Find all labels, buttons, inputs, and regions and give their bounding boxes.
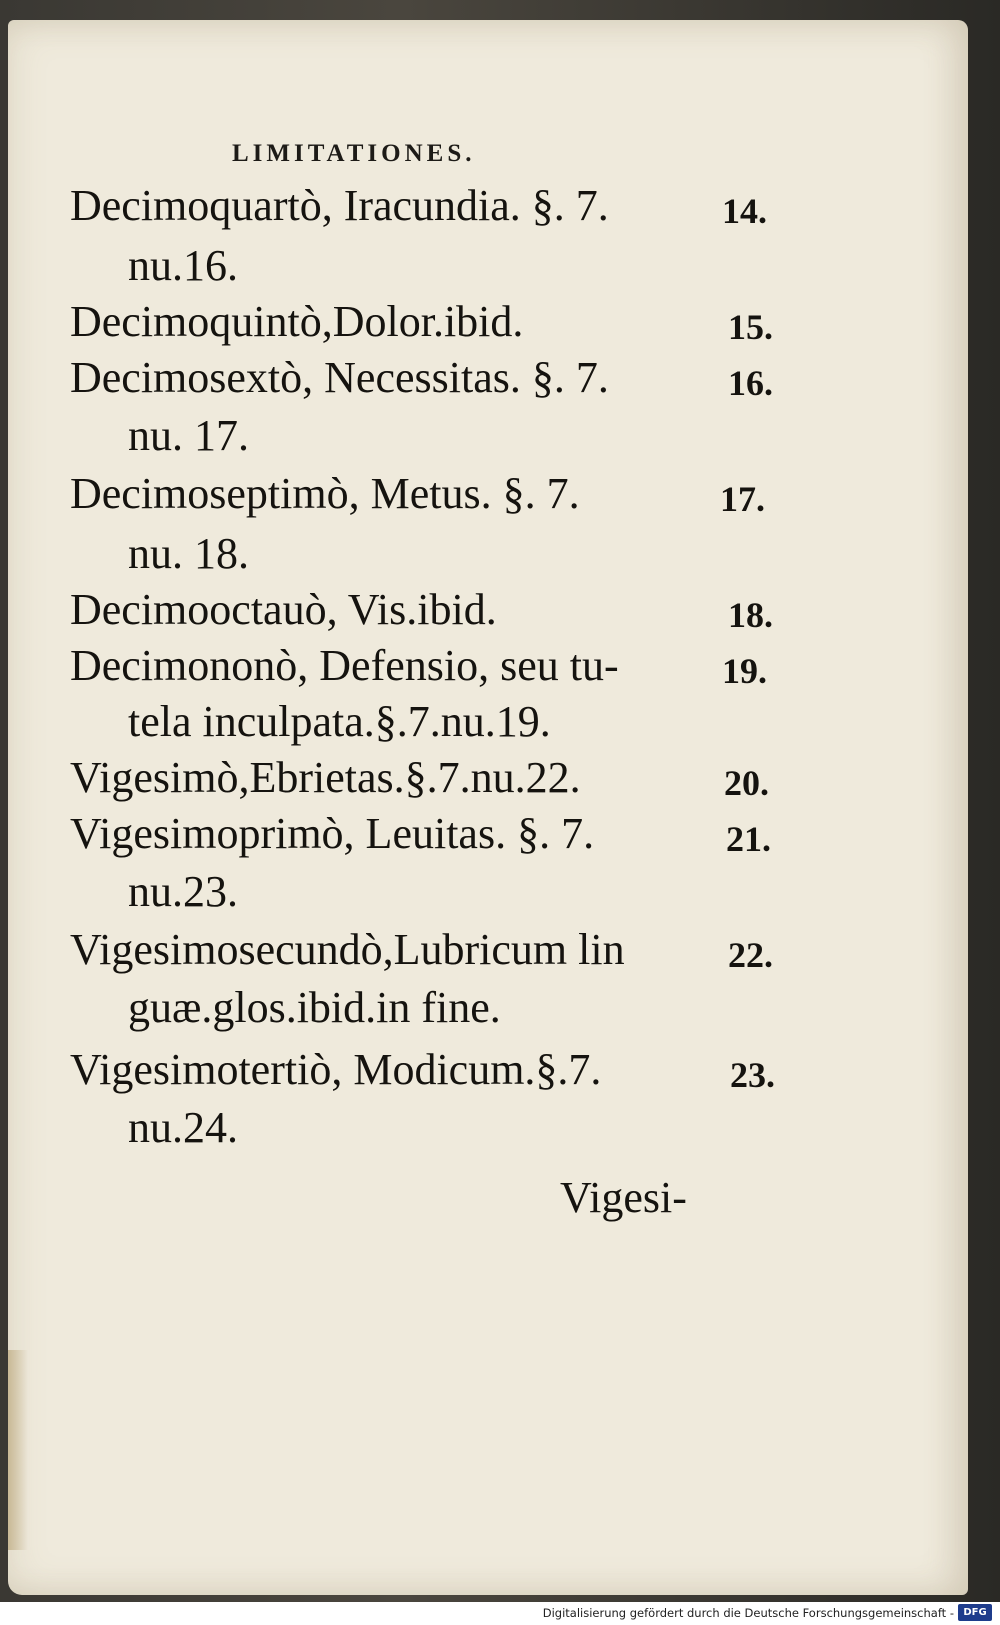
entry-line: tela inculpata.§.7.nu.19. — [128, 697, 551, 746]
entry-number: 17. — [720, 479, 765, 519]
entry-line: Vigesimotertiò, Modicum.§.7. — [70, 1045, 602, 1094]
digitization-credit: Digitalisierung gefördert durch die Deutsche Forschungsgemeinschaft - — [542, 1606, 954, 1620]
entry-line: Decimoseptimò, Metus. §. 7. — [70, 469, 580, 518]
running-header: LIMITATIONES. — [232, 140, 476, 167]
entry-number: 16. — [728, 363, 773, 403]
entry-line: nu.16. — [128, 241, 238, 290]
entry-number: 21. — [726, 819, 771, 859]
page-stain — [8, 1350, 28, 1550]
entry-line: Decimooctauò, Vis.ibid. — [70, 585, 497, 634]
entry-line: Decimononò, Defensio, seu tu- — [70, 641, 619, 690]
entry-line: Vigesimosecundò,Lubricum lin — [70, 925, 625, 974]
entry-line: Decimoquartò, Iracundia. §. 7. — [70, 181, 609, 230]
entry-line: Decimosextò, Necessitas. §. 7. — [70, 353, 609, 402]
entry-line: Vigesimoprimò, Leuitas. §. 7. — [70, 809, 595, 858]
entry-line: guæ.glos.ibid.in fine. — [128, 983, 501, 1032]
entry-line: Decimoquintò,Dolor.ibid. — [70, 297, 524, 346]
entry-number: 18. — [728, 595, 773, 635]
dfg-logo-icon: DFG — [958, 1604, 992, 1621]
entry-number: 23. — [730, 1055, 775, 1095]
entry-number: 20. — [724, 763, 769, 803]
entry-line: nu. 17. — [128, 411, 249, 460]
entry-line: nu.24. — [128, 1103, 238, 1152]
entry-line: nu. 18. — [128, 529, 249, 578]
entry-number: 22. — [728, 935, 773, 975]
entry-number: 19. — [722, 651, 767, 691]
entry-line: Vigesimò,Ebrietas.§.7.nu.22. — [70, 753, 581, 802]
catchword: Vigesi- — [560, 1173, 687, 1222]
entry-number: 15. — [728, 307, 773, 347]
entry-number: 14. — [722, 191, 767, 231]
entry-line: nu.23. — [128, 867, 238, 916]
